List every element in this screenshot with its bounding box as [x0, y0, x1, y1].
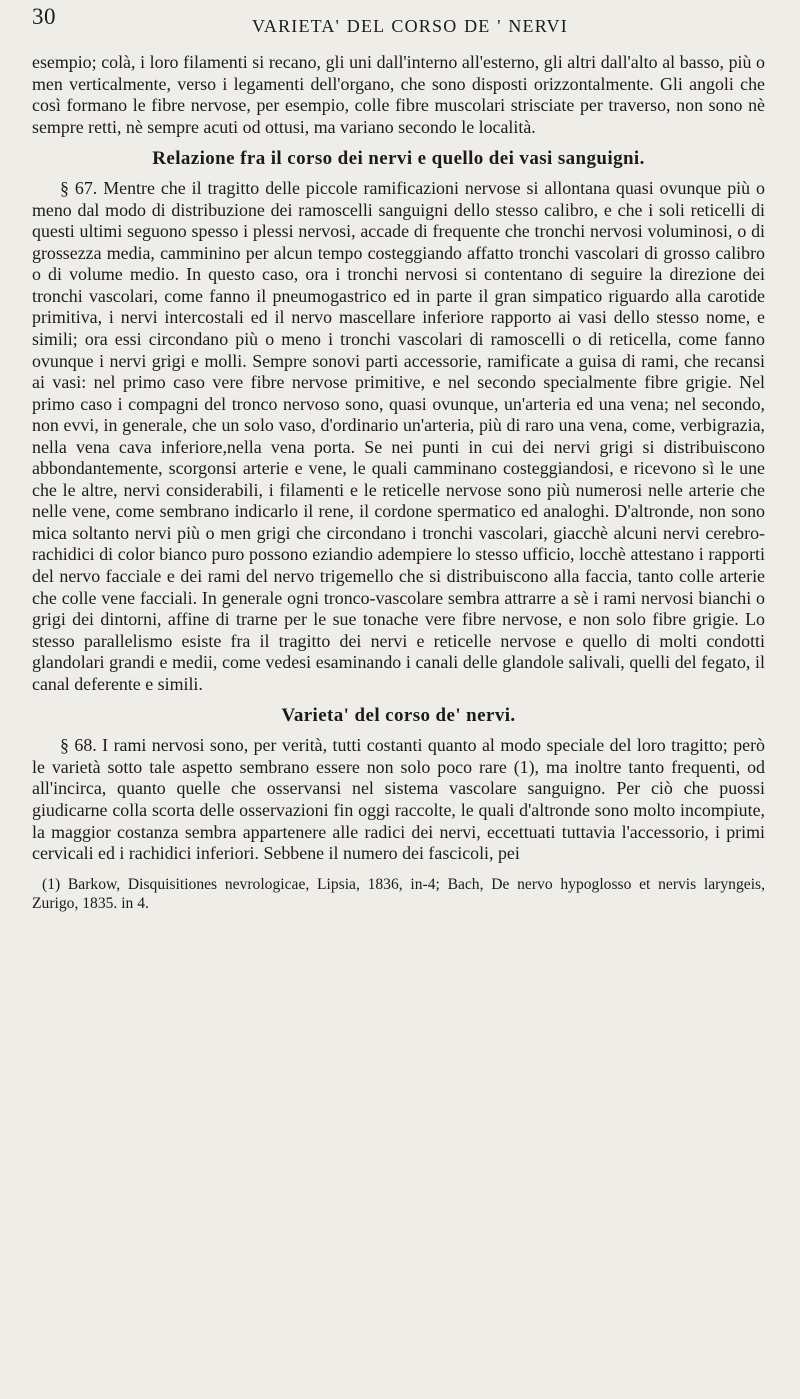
page-number: 30: [32, 4, 56, 29]
paragraph-continuation: esempio; colà, i loro filamenti si recano, gli uni dall'interno all'esterno, gli altri dall'alto al basso, più o men verticalmente, verso i legamenti dell'organo, che sono disposti orizzontalmente. Gli angoli che così formano le fibre nervose, per esempio, colle fibre muscolari strisciate per traverso, non sono nè sempre retti, nè sempre acuti od ottusi, ma variano secondo le località.: [32, 52, 765, 137]
running-title: VARIETA' DEL CORSO DE ' NERVI: [252, 16, 568, 36]
paragraph-67: § 67. Mentre che il tragitto delle piccole ramificazioni nervose si allontana quasi ovunque più o meno dal modo di distribuzione dei ramoscelli sanguigni dello stesso calibro, e che i soli reticelli di questi ultimi seguono spesso i plessi nervosi, accade di frequente che tronchi nervosi voluminosi, o di grossezza media, camminino per alcun tempo costeggiando affatto tronchi vascolari di grosso calibro o di volume medio. In questo caso, ora i tronchi nervosi si contentano di seguire la direzione dei tronchi vascolari, come fanno il pneumogastrico ed in parte il gran simpatico riguardo alla carotide primitiva, i nervi intercostali ed il nervo mascellare inferiore rapporto ai vasi dello stesso nome, e simili; ora essi circondano più o meno i tronchi vascolari di ramoscelli o di reticella, come fanno ovunque i nervi grigi e molli. Sempre sonovi parti accessorie, ramificate a guisa di rami, che recansi ai vasi: nel primo caso vere fibre nervose primitive, e nel secondo specialmente fibre grigie. Nel primo caso i compagni del tronco nervoso sono, quasi ovunque, un'arteria ed una vena; nel secondo, non evvi, in generale, che un solo vaso, d'ordinario un'arteria, più di raro una vena, come, verbigrazia, nella vena cava inferiore,nella vena porta. Se nei punti in cui dei nervi grigi si distribuiscono abbondantemente, scorgonsi arterie e vene, le quali camminano costeggiandosi, e ricevono sì le une che le altre, nervi considerabili, i filamenti e le reticelle nervose sono più numerosi nelle arterie che nelle vene, come sembrano indicarlo il rene, il cordone spermatico ed analoghi. D'altronde, non sono mica soltanto nervi più o men grigi che circondano i tronchi vascolari, giacchè alcuni nervi cerebro-rachidici di color bianco puro possono eziandio adempiere lo stesso ufficio, locchè attestano i rapporti del nervo facciale e dei rami del nervo trigemello che si distribuiscono alla faccia, tanto colle arterie che colle vene facciali. In generale ogni tronco-vascolare sembra attrarre a sè i rami nervosi bianchi o grigi dei dintorni, affine di trarne per le sue tonache vere fibre nervose, e non solo fibre grigie. Lo stesso parallelismo esiste fra il tragitto dei nervi e reticelle nervose e quello di molti condotti glandolari grandi e medii, come vedesi esaminando i canali delle glandole salivali, quelli del fegato, il canal deferente e simili.: [32, 178, 765, 694]
body-text: [32, 52, 765, 913]
paragraph-68: § 68. I rami nervosi sono, per verità, tutti costanti quanto al modo speciale del loro tragitto; però le varietà sotto tale aspetto sembrano essere non solo poco rare (1), ma inoltre tanto frequenti, od all'incirca, quanto quelle che osservansi nel sistema vascolare sanguigno. Per ciò che puossi giudicarne colla scorta delle osservazioni fin oggi raccolte, le quali d'altronde sono molto incompiute, la maggior costanza sembra appartenere alle radici dei nervi, eccettuati tuttavia l'accessorio, i primi cervicali ed i rachidici inferiori. Sebbene il numero dei fascicoli, pei: [32, 735, 765, 864]
running-head: [22, 4, 782, 38]
section-heading-relazione: Relazione fra il corso dei nervi e quello dei vasi sanguigni.: [152, 148, 645, 170]
footnotes: [32, 875, 765, 913]
footnote-1: (1) Barkow, Disquisitiones nevrologicae, Lipsia, 1836, in-4; Bach, De nervo hypoglosso et nervis laryngeis, Zurigo, 1835. in 4.: [32, 875, 765, 912]
section-heading-varieta: Varieta' del corso de' nervi.: [281, 705, 516, 727]
